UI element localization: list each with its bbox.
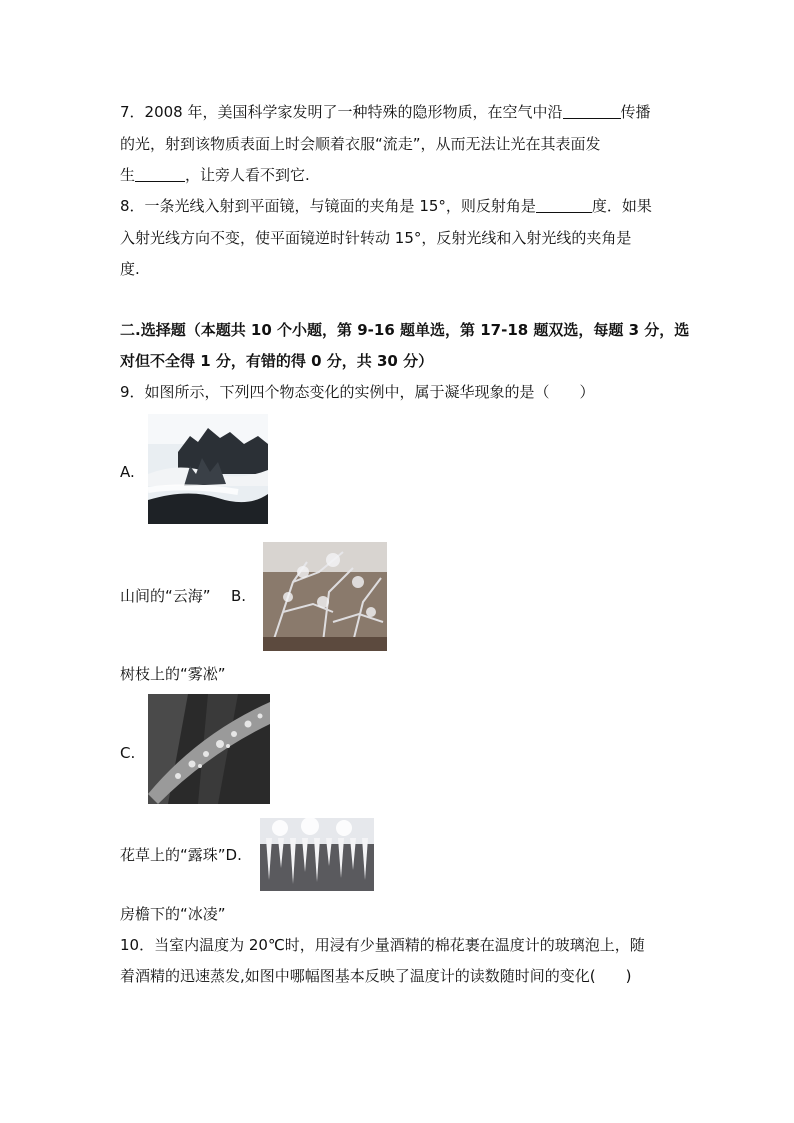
- option-b-caption: 树枝上的“雾凇”: [120, 665, 226, 683]
- cloud-sea-photo: [148, 414, 268, 524]
- option-a-letter[interactable]: A.: [120, 463, 135, 481]
- q8-line-1: 8．一条光线入射到平面镜，与镜面的夹角是 15°，则反射角是 度．如果: [120, 197, 652, 215]
- rime-branches-photo: [263, 542, 387, 651]
- q10-line-1: 10．当室内温度为 20℃时，用浸有少量酒精的棉花裹在温度计的玻璃泡上，随: [120, 936, 645, 954]
- section-heading-cont: 对但不全得 1 分，有错的得 0 分，共 30 分）: [120, 352, 434, 370]
- q8-line-2: 入射光线方向不变，使平面镜逆时针转动 15°，反射光线和入射光线的夹角是: [120, 229, 632, 247]
- icicles-photo: [260, 818, 374, 891]
- answer-blank[interactable]: [135, 166, 185, 182]
- option-d-caption: 房檐下的“冰凌”: [120, 905, 226, 923]
- q10-line-2: 着酒精的迅速蒸发,如图中哪幅图基本反映了温度计的读数随时间的变化( ): [120, 967, 632, 985]
- option-c-letter[interactable]: C.: [120, 744, 136, 762]
- dew-drops-photo: [148, 694, 270, 804]
- option-a-caption: 山间的“云海”: [120, 587, 211, 605]
- option-c-caption: 花草上的“露珠”D.: [120, 846, 242, 864]
- q8-line-3: 度.: [120, 260, 140, 278]
- q7-line-1: 7．2008 年，美国科学家发明了一种特殊的隐形物质，在空气中沿 传播: [120, 103, 651, 121]
- answer-blank[interactable]: [536, 197, 592, 213]
- answer-blank[interactable]: [563, 103, 621, 119]
- section-heading: 二.选择题（本题共 10 个小题，第 9-16 题单选，第 17-18 题双选，每题 3 分，选: [120, 321, 690, 339]
- q9-stem: 9．如图所示，下列四个物态变化的实例中，属于凝华现象的是（ ）: [120, 383, 595, 401]
- q7-line-3: 生 ，让旁人看不到它.: [120, 166, 310, 184]
- option-d-letter[interactable]: D.: [225, 846, 242, 864]
- q7-line-2: 的光，射到该物质表面上时会顺着衣服“流走”，从而无法让光在其表面发: [120, 135, 601, 153]
- option-b-letter[interactable]: B.: [231, 587, 247, 605]
